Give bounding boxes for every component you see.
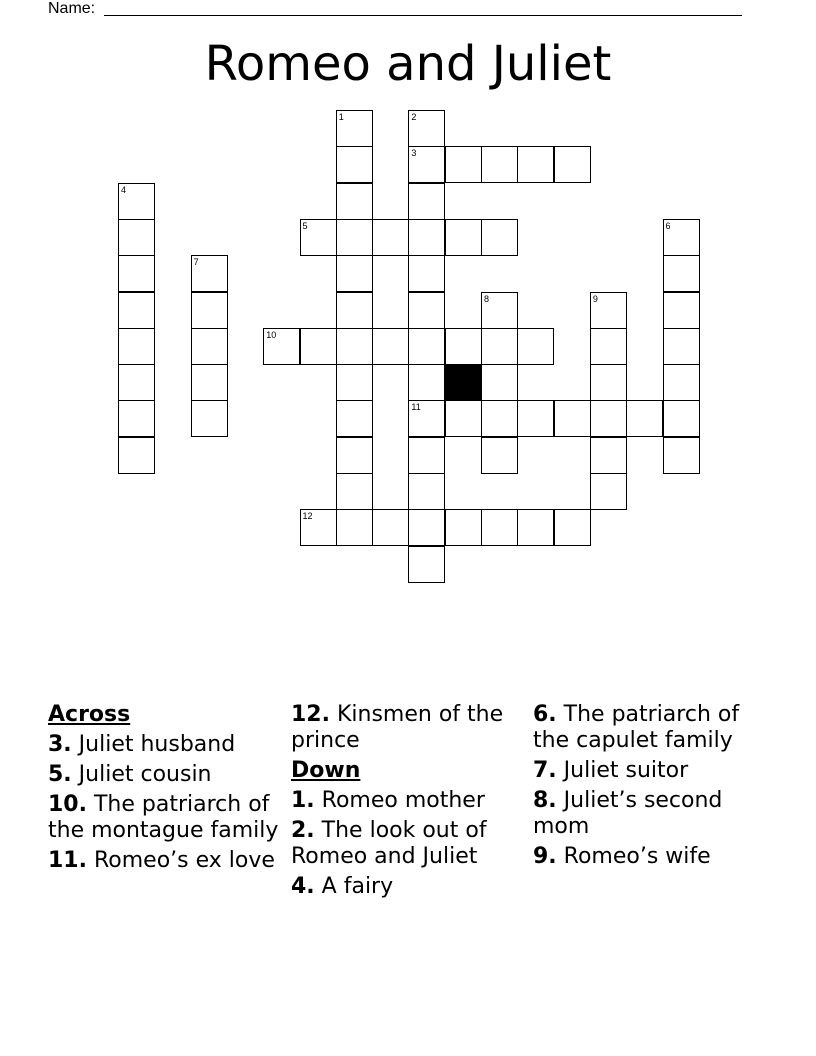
clue-item-text: Kinsmen of the prince (291, 702, 504, 753)
clue-item-number: 2. (291, 818, 315, 843)
grid-cell[interactable] (118, 219, 155, 256)
clue-item-text: The patriarch of the montague family (48, 792, 279, 843)
clue-item-text: Juliet’s second mom (533, 788, 723, 839)
grid-cell[interactable] (481, 509, 518, 546)
name-label: Name: (48, 0, 96, 17)
clue-number: 8 (484, 293, 490, 304)
grid-cell[interactable] (191, 364, 228, 401)
clue-number: 1 (338, 112, 344, 122)
clue-item-text: The patriarch of the capulet family (533, 702, 740, 753)
grid-cell[interactable] (554, 509, 591, 546)
grid-cell[interactable] (300, 328, 337, 365)
grid-cell[interactable] (336, 509, 373, 546)
grid-cell[interactable] (408, 364, 445, 401)
clue-item (48, 792, 284, 844)
clue-item (533, 758, 769, 784)
grid-cell[interactable] (336, 400, 373, 437)
grid-cell[interactable] (517, 509, 554, 546)
grid-cell[interactable] (191, 292, 228, 329)
grid-cell[interactable] (590, 437, 627, 474)
grid-cell[interactable] (626, 400, 663, 437)
grid-cell[interactable] (408, 473, 445, 510)
clue-item-number: 8. (533, 788, 557, 813)
grid-cell[interactable] (118, 183, 155, 220)
grid-cell[interactable] (191, 328, 228, 365)
clue-item (291, 702, 527, 754)
grid-cell[interactable] (408, 183, 445, 220)
clue-item-number: 7. (533, 758, 557, 783)
grid-cell[interactable] (263, 328, 300, 365)
grid-cell[interactable] (481, 219, 518, 256)
grid-cell[interactable] (590, 292, 627, 329)
clue-number: 4 (121, 184, 127, 195)
clue-number: 7 (193, 257, 199, 268)
grid-cell[interactable] (663, 400, 700, 437)
grid-cell[interactable] (554, 400, 591, 437)
grid-cell[interactable] (590, 473, 627, 510)
grid-cell[interactable] (408, 219, 445, 256)
grid-cell[interactable] (300, 509, 337, 546)
grid-cell[interactable] (408, 110, 445, 147)
clue-item (533, 788, 769, 840)
clue-item-text: Romeo’s wife (563, 844, 711, 869)
clue-item-text: Juliet cousin (78, 762, 212, 787)
grid-cell[interactable] (118, 437, 155, 474)
clue-number: 5 (302, 220, 308, 231)
grid-cell[interactable] (191, 400, 228, 437)
clue-item (533, 844, 769, 870)
grid-cell[interactable] (372, 509, 409, 546)
clue-item-text: The look out of Romeo and Juliet (291, 818, 487, 869)
clue-item-text: A fairy (321, 874, 394, 899)
clue-item-number: 1. (291, 788, 315, 813)
grid-cell[interactable] (408, 437, 445, 474)
grid-cell[interactable] (517, 328, 554, 365)
grid-cell[interactable] (481, 400, 518, 437)
clue-item-text: Juliet husband (78, 732, 236, 757)
grid-cell[interactable] (408, 509, 445, 546)
clue-item-number: 9. (533, 844, 557, 869)
clue-item-number: 12. (291, 702, 330, 727)
grid-cell[interactable] (481, 328, 518, 365)
grid-cell[interactable] (445, 146, 482, 183)
grid-cell[interactable] (372, 219, 409, 256)
grid-cell[interactable] (336, 437, 373, 474)
clues-column-2 (291, 702, 527, 904)
grid-cell[interactable] (663, 292, 700, 329)
clue-item-text: Juliet suitor (563, 758, 689, 783)
clues-column-3 (533, 702, 769, 874)
clue-number: 9 (592, 293, 598, 304)
grid-cell[interactable] (408, 146, 445, 183)
clues-column-1 (48, 702, 284, 878)
clue-item (48, 848, 284, 874)
clue-number: 11 (411, 402, 421, 413)
grid-cell[interactable] (118, 400, 155, 437)
clue-item (48, 762, 284, 788)
grid-cell[interactable] (590, 364, 627, 401)
clue-item-text: Romeo’s ex love (93, 848, 275, 873)
grid-cell[interactable] (408, 292, 445, 329)
grid-cell[interactable] (336, 183, 373, 220)
grid-cell[interactable] (336, 146, 373, 183)
grid-cell[interactable] (663, 219, 700, 256)
grid-cell[interactable] (118, 255, 155, 292)
grid-cell[interactable] (336, 219, 373, 256)
clue-number: 2 (411, 112, 417, 122)
grid-cell[interactable] (663, 255, 700, 292)
grid-cell[interactable] (517, 400, 554, 437)
grid-cell[interactable] (481, 437, 518, 474)
grid-cell[interactable] (118, 364, 155, 401)
clue-item-number: 5. (48, 762, 72, 787)
grid-block (445, 364, 482, 401)
clue-item (291, 874, 527, 900)
clue-number: 3 (411, 148, 417, 159)
clue-item-number: 6. (533, 702, 557, 727)
grid-cell[interactable] (445, 509, 482, 546)
grid-cell[interactable] (408, 400, 445, 437)
grid-cell[interactable] (336, 473, 373, 510)
grid-cell[interactable] (408, 546, 445, 583)
grid-cell[interactable] (336, 364, 373, 401)
grid-cell[interactable] (408, 328, 445, 365)
grid-cell[interactable] (300, 219, 337, 256)
clue-item (533, 702, 769, 754)
grid-cell[interactable] (663, 364, 700, 401)
clue-item (291, 788, 527, 814)
clue-item (48, 732, 284, 758)
grid-cell[interactable] (372, 328, 409, 365)
grid-cell[interactable] (118, 292, 155, 329)
clue-item-number: 11. (48, 848, 87, 873)
grid-cell[interactable] (336, 255, 373, 292)
clue-item-text: Romeo mother (321, 788, 485, 813)
grid-cell[interactable] (590, 400, 627, 437)
grid-cell[interactable] (336, 110, 373, 147)
grid-cell[interactable] (590, 328, 627, 365)
clue-item-number: 3. (48, 732, 72, 757)
grid-cell[interactable] (481, 146, 518, 183)
grid-cell[interactable] (445, 219, 482, 256)
grid-cell[interactable] (517, 146, 554, 183)
page-title: Romeo and Juliet (204, 36, 612, 92)
clue-item (291, 818, 527, 870)
grid-cell[interactable] (481, 364, 518, 401)
grid-cell[interactable] (408, 255, 445, 292)
grid-cell[interactable] (481, 292, 518, 329)
grid-cell[interactable] (445, 328, 482, 365)
grid-cell[interactable] (191, 255, 228, 292)
grid-cell[interactable] (663, 437, 700, 474)
grid-cell[interactable] (663, 328, 700, 365)
grid-cell[interactable] (445, 400, 482, 437)
clue-item-number: 4. (291, 874, 315, 899)
grid-cell[interactable] (118, 328, 155, 365)
grid-cell[interactable] (336, 292, 373, 329)
clue-number: 12 (302, 511, 313, 522)
down-heading: Down (291, 758, 361, 783)
grid-cell[interactable] (336, 328, 373, 365)
grid-cell[interactable] (554, 146, 591, 183)
clue-item-number: 10. (48, 792, 87, 817)
clue-number: 6 (665, 220, 671, 231)
across-heading: Across (48, 702, 131, 727)
clue-number: 10 (266, 329, 277, 340)
